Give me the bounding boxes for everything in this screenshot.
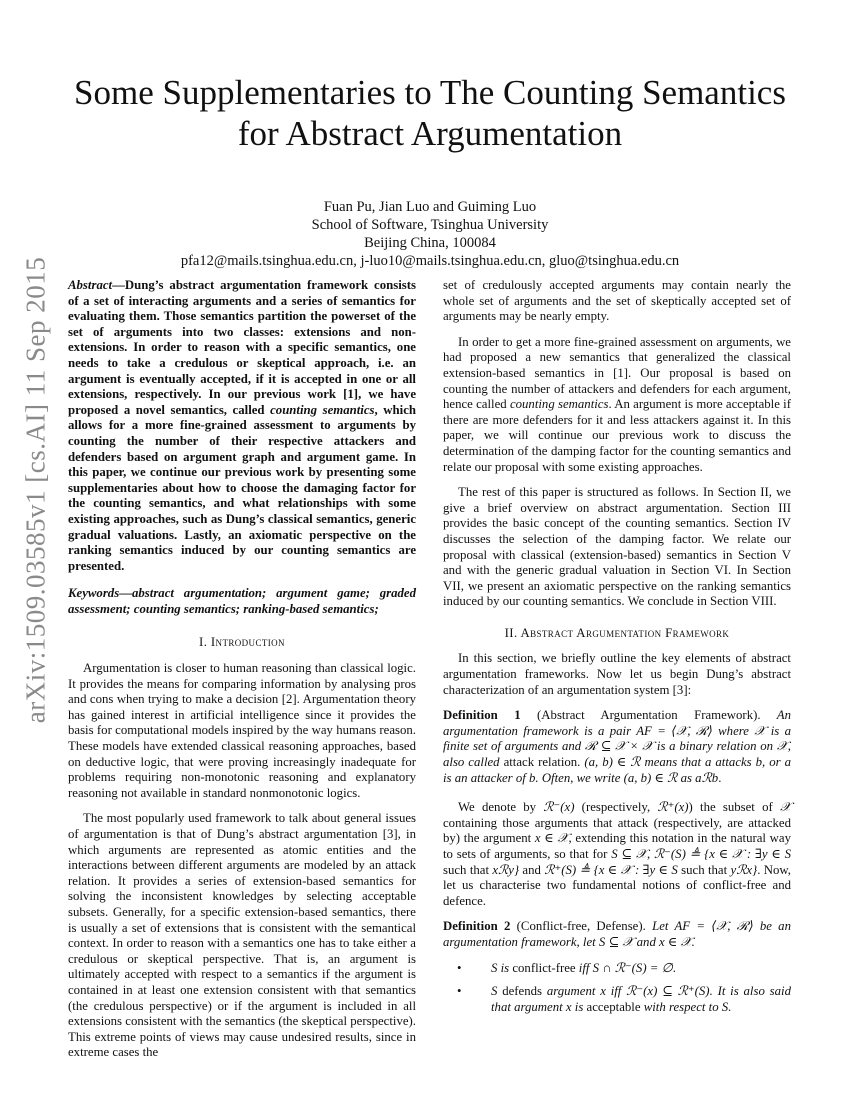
def1-m9: b xyxy=(529,770,536,785)
def1-t4: is a finite set of arguments and xyxy=(443,723,792,754)
denote-m2: ℛ⁺(x) xyxy=(657,800,689,815)
b2-m2: x xyxy=(600,984,606,999)
b2-t1: argument xyxy=(542,984,601,999)
b1-term: conflict-free xyxy=(512,960,576,975)
def1-t11: is an attacker of xyxy=(443,770,530,785)
def1-name: (Abstract Argumentation Framework). xyxy=(537,708,761,723)
b1-t2: iff xyxy=(575,960,593,975)
def2-m2: S ⊆ 𝒳 xyxy=(598,934,634,949)
def1-m4: 𝒳 xyxy=(776,739,788,754)
arxiv-stamp-text: arXiv:1509.03585v1 [cs.AI] 11 Sep 2015 xyxy=(20,256,51,724)
keywords-text: —abstract argumentation; argument game; graded assessment; counting semantics; ranking-based semantics; xyxy=(68,586,416,616)
def1-t6: , also called xyxy=(443,739,791,770)
def2-m1: AF = ⟨𝒳, ℛ⟩ xyxy=(674,919,754,934)
def1-m11: aℛb xyxy=(695,770,719,785)
keywords-label: Keywords xyxy=(68,586,120,601)
def1-t10: , or xyxy=(762,755,785,770)
abstract-text-2: , which allows for a more fine-grained assessment to arguments by counting the number of their respective attackers and defenders based on argument graph and argument game. In this paper, we continue our previous work by presenting some supplementaries about how to choose the damaging factor for the counting semantics, and what relationships with some existing approaches, such as Dung’s classical semantics, generic gradual valuations. Lastly, an axiomatic perspective on the ranking semantics induced by our counting semantics are presented. xyxy=(68,402,416,573)
intro-paragraph-5: The rest of this paper is structured as follows. In Section II, we give a brief overview on abstract argumentation. Section III provides the basic concept of the counting semantics. Section IV discusses the selection of the damping factor. We relate our proposal with classical (extension-based) semantics in Section V and with the generic gradual valuation in Section VI. In Section VII, we present an axiomatic perspective on the ranking semantics induced by our counting semantics. We conclude in Section VIII. xyxy=(443,485,791,609)
def2-bullet-1 xyxy=(443,961,791,977)
b2-t3: . It is also said that argument xyxy=(491,984,791,1014)
b2-t4: is xyxy=(571,999,587,1014)
def1-t9: attacks xyxy=(711,755,756,770)
def1-t1: An argumentation framework xyxy=(443,708,791,738)
def1-m5: (a, b) ∈ ℛ xyxy=(584,755,641,770)
b2-t2: iff xyxy=(605,984,627,999)
denote-m4: x ∈ 𝒳 xyxy=(534,831,569,846)
right-column xyxy=(443,278,791,1023)
denote-m9: yℛx} xyxy=(730,862,758,877)
def1-t12: . Often, we write xyxy=(535,770,624,785)
def2-t1: Let xyxy=(645,919,675,934)
def1-t8: means that xyxy=(640,755,706,770)
denote-m8: ℛ⁺(S) ≜ {x ∈ 𝒳 : ∃y ∈ S xyxy=(544,862,678,877)
denote-t1: We denote by xyxy=(458,800,544,815)
def1-m6: a xyxy=(705,755,712,770)
def1-label: Definition 1 xyxy=(443,708,521,723)
denote-m7: xℛy} xyxy=(492,862,520,877)
def2-t4: . xyxy=(691,934,695,949)
denote-t7: such that xyxy=(443,862,493,877)
def1-m7: b xyxy=(755,755,763,770)
denote-m6: ℛ⁻(S) ≜ {x ∈ 𝒳 : ∃y ∈ S xyxy=(653,847,792,861)
abstract-text-1: —Dung’s abstract argumentation framework consists of a set of interacting arguments and a series of semantics for evaluating them. Those semantics partition the powerset of the set of arguments into two classes: extensions and non-extensions. In order to reason with a specific semantics, one needs to take a credulous or skeptical approach, i.e. an argument is eventually accepted, if it is accepted in one or all extensions, respectively. In our previous work [1], we have proposed a novel semantics, called xyxy=(68,278,416,417)
title-line-1: Some Supplementaries to The Counting Semantics xyxy=(74,73,786,112)
bullet-dot-icon: • xyxy=(457,960,462,975)
b2-m5: S xyxy=(721,999,729,1014)
def2-name: (Conflict-free, Defense). xyxy=(516,919,646,934)
section-2-intro: In this section, we briefly outline the key elements of abstract argumentation frameworks. Now let us begin Dung’s abstract characterization of an argumentation system [3]: xyxy=(443,651,791,697)
section-2-heading: II. Abstract Argumentation Framework xyxy=(504,625,730,640)
author-location: Beijing China, 100084 xyxy=(364,235,496,251)
def2-m3: x ∈ 𝒳 xyxy=(659,934,692,949)
def1-t5: is a binary relation on xyxy=(653,739,777,754)
def1-t13: as xyxy=(677,770,696,785)
section-1-heading: I. Introduction xyxy=(199,635,285,650)
b2-t6: . xyxy=(728,999,732,1014)
definition-2 xyxy=(443,919,791,950)
denote-t6: , xyxy=(646,847,654,861)
intro-paragraph-2: The most popularly used framework to talk about general issues of argumentation is that of Dung’s abstract argumentation [3], in which arguments are represented as atomic entities and the interactions between different arguments are modeled by an attack relation. It provides a series of extension-based semantics for solving the inconsistent knowledges by selecting acceptable subsets. Generally, for a specific extension-based semantics, there is usually a set of extensions that is consistent with the semantical context. In order to reason with a semantics one has to take either a credulous or skeptical perspective. That is, an argument is ultimately accepted with respect to a semantics if the argument is contained in at least one extension consistent with that semantics (the credulous perspective) or if the argument is included in all extensions consistent with the semantics (the skeptical perspective). This extreme points of views may cause undesired results, since in extreme cases the xyxy=(68,811,416,1060)
author-names: Fuan Pu, Jian Luo and Guiming Luo xyxy=(323,199,537,215)
denote-t10: . Now, let us characterise two fundamental notions of conflict-free and defence. xyxy=(443,862,792,908)
def1-m3: ℛ ⊆ 𝒳 × 𝒳 xyxy=(584,739,654,754)
denote-t9: such that xyxy=(677,862,731,877)
definition-2-list xyxy=(443,961,791,1016)
para4-text-2: . An argument is more acceptable if there are more defenders for it and less attackers against it. In this paper, we will continue our previous work to discuss the determination of the damping factor for the counting semantics and relate our proposal with some existing approaches. xyxy=(443,397,791,474)
definition-1 xyxy=(443,708,791,786)
def1-m2: 𝒳 xyxy=(754,723,766,738)
arxiv-stamp xyxy=(10,256,62,724)
b2-m1: S xyxy=(491,984,498,999)
author-affiliation: School of Software, Tsinghua University xyxy=(311,217,549,233)
b2-term1: defends xyxy=(497,984,543,999)
abstract-emphasis: counting semantics xyxy=(270,402,375,417)
intro-paragraph-4 xyxy=(443,335,791,475)
author-emails: pfa12@mails.tsinghua.edu.cn, j-luo10@mails.tsinghua.edu.cn, gluo@tsinghua.edu.cn xyxy=(180,253,680,269)
keywords xyxy=(68,586,416,617)
b1-m1: S xyxy=(491,960,498,975)
denote-paragraph xyxy=(443,800,791,909)
b2-m4: x xyxy=(565,999,572,1014)
def1-t7: . xyxy=(577,755,585,770)
denote-t3: ) the subset of xyxy=(688,800,780,815)
def1-m10: (a, b) ∈ ℛ xyxy=(623,770,678,785)
author-block xyxy=(70,198,790,270)
abstract-label: Abstract xyxy=(68,278,113,292)
def1-m8: a xyxy=(784,755,791,770)
denote-m1: ℛ⁻(x) xyxy=(543,800,575,815)
denote-m3: 𝒳 xyxy=(779,800,791,815)
def1-m1: AF = ⟨𝒳, ℛ⟩ xyxy=(636,723,713,738)
title-line-2: for Abstract Argumentation xyxy=(237,114,623,153)
paper-title xyxy=(70,72,790,154)
def1-t3: where xyxy=(712,723,755,738)
intro-paragraph-1: Argumentation is closer to human reasoning than classical logic. It provides the means for comparing information by analysing pros and cons when trying to make a decision [2]. Argumentation theory has gained interest in artificial intelligence since it provides the basis for computational models inspired by the way humans reason. These models have extended classical reasoning approaches, based on deductive logic, that were proving increasingly inadequate for problems requiring non-monotonic reasoning and explanatory reasoning not available in standard nonmonotonic logics. xyxy=(68,661,416,800)
def2-t3: and xyxy=(633,934,660,949)
abstract xyxy=(68,278,416,574)
def2-label: Definition 2 xyxy=(443,919,511,934)
intro-paragraph-3: set of credulously accepted arguments may contain nearly the whole set of arguments and the set of skeptically accepted set of arguments may be nearly empty. xyxy=(443,278,791,324)
denote-t2: (respectively, xyxy=(574,800,658,815)
def1-t2: is a pair xyxy=(584,723,637,738)
b1-m2: S ∩ ℛ⁻(S) = ∅ xyxy=(592,960,673,975)
denote-m5: S ⊆ 𝒳 xyxy=(611,847,647,861)
bullet-dot-icon: • xyxy=(457,984,462,999)
para4-emphasis: counting semantics xyxy=(509,397,609,412)
def2-bullet-2 xyxy=(443,984,791,1015)
left-column xyxy=(68,278,416,1071)
def1-t14: . xyxy=(718,770,722,785)
denote-t5: , extending this notation in the natural way to sets of arguments, so that for xyxy=(443,831,791,861)
b2-term2: acceptable xyxy=(586,999,641,1014)
b2-m3: ℛ⁻(x) ⊆ ℛ⁺(S) xyxy=(626,984,710,999)
para4-text-1: In order to get a more fine-grained assessment on arguments, we had proposed a new semantics that generalized the classical extension-based semantics in [1]. Our proposal is based on counting the number of attackers and defenders for each argument, hence called xyxy=(443,334,791,412)
def2-t2: be an argumentation framework, let xyxy=(443,919,791,949)
denote-t4: containing those arguments that attack (respectively, are attacked by) the argument xyxy=(443,815,791,846)
b2-t5: with respect to xyxy=(640,999,722,1014)
def1-rel: attack relation xyxy=(503,755,578,770)
denote-t8: and xyxy=(519,862,545,877)
b1-t1: is xyxy=(497,960,513,975)
b1-t3: . xyxy=(672,960,676,975)
